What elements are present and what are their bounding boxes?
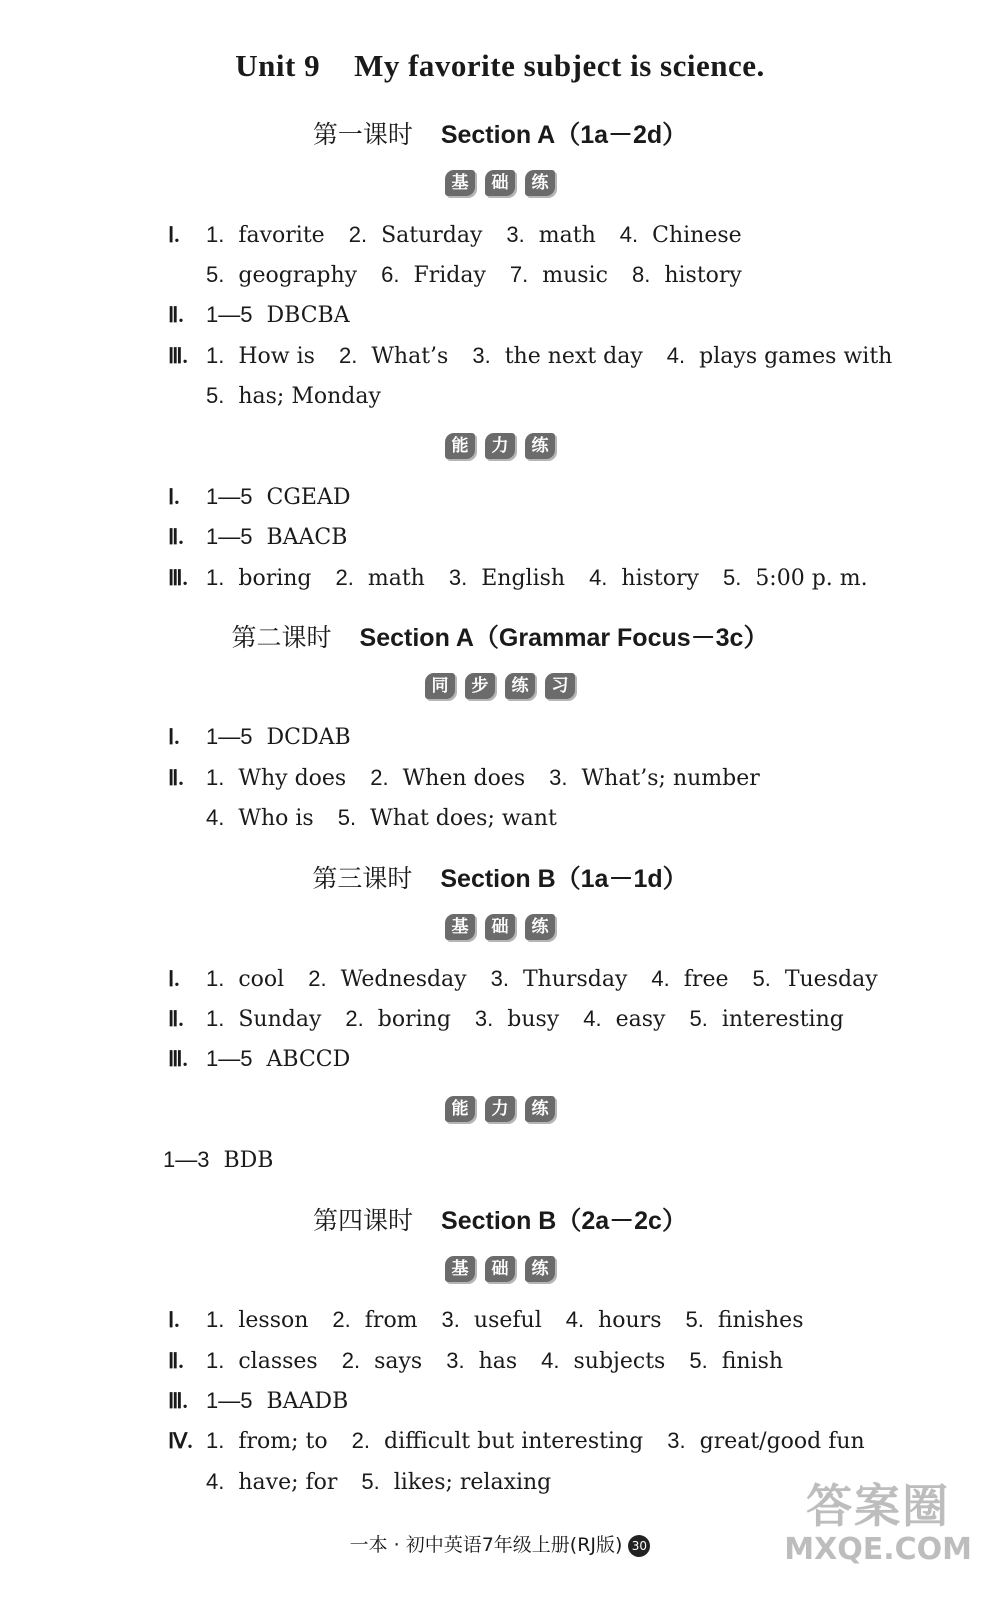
item-answer: music [542, 263, 608, 288]
answer-items [206, 720, 375, 755]
answer-item [475, 1007, 559, 1032]
item-number: 2. [332, 1307, 351, 1332]
answer-item [206, 263, 357, 288]
answer-item [342, 1349, 422, 1374]
answer-items [206, 379, 405, 414]
answer-item [589, 566, 699, 591]
item-answer: Who is [238, 806, 314, 831]
answer-item [206, 1308, 308, 1333]
badge-char: 基 [445, 1256, 475, 1282]
item-answer: Chinese [652, 223, 742, 248]
answer-item [506, 223, 595, 248]
item-answer: CGEAD [266, 485, 351, 510]
answer-item [449, 566, 565, 591]
roman-numeral: Ⅱ. [168, 1007, 184, 1031]
roman-numeral: Ⅱ. [168, 525, 184, 549]
answer-item [541, 1349, 665, 1374]
answer-items [206, 1042, 374, 1077]
answer-item [206, 223, 325, 248]
answer-items [206, 520, 371, 555]
item-answer: Thursday [522, 967, 628, 992]
item-number: 5. [337, 805, 357, 830]
answer-item [689, 1349, 783, 1374]
badge-char: 能 [445, 433, 475, 459]
roman-numeral: Ⅱ. [168, 1349, 184, 1373]
answer-row [0, 1424, 1000, 1458]
answer-item [206, 485, 350, 510]
roman-numeral: Ⅳ. [168, 1429, 193, 1453]
answer-row [0, 258, 1000, 292]
answer-row [0, 480, 1000, 514]
item-answer: subjects [573, 1349, 666, 1374]
roman-numeral: Ⅰ. [168, 1308, 180, 1332]
item-number: 3. [441, 1307, 460, 1332]
item-number: 2. [338, 343, 358, 368]
badge-ability-1 [0, 433, 1000, 459]
item-answer: have; for [238, 1470, 338, 1495]
answer-item [651, 967, 728, 992]
item-answer: free [683, 967, 729, 992]
badge-sync-2 [0, 673, 1000, 699]
answer-item [689, 1007, 843, 1032]
item-answer: the next day [504, 344, 643, 369]
answer-items [206, 761, 784, 796]
item-answer: DCDAB [266, 725, 351, 750]
badge-char: 练 [525, 914, 555, 940]
answer-item [685, 1308, 803, 1333]
answer-items [206, 339, 916, 374]
item-number: 5. [689, 1006, 708, 1031]
item-number: 1—3 [163, 1147, 210, 1172]
item-number: 1. [206, 1348, 225, 1373]
item-answer: English [481, 566, 566, 591]
item-number: 4. [619, 222, 639, 247]
item-answer: BAADB [266, 1389, 349, 1414]
item-answer: 5:00 p. m. [755, 566, 868, 591]
answer-item [206, 1389, 348, 1414]
answer-item [338, 806, 557, 831]
item-number: 1. [206, 966, 225, 991]
item-number: 2. [341, 1348, 361, 1373]
answer-items [206, 801, 581, 836]
answer-items [206, 480, 374, 515]
answer-item [206, 1470, 337, 1495]
badge-char: 步 [465, 673, 495, 699]
item-number: 5. [206, 383, 225, 408]
item-answer: BDB [223, 1148, 274, 1173]
answer-item [206, 806, 314, 831]
item-answer: has [478, 1349, 518, 1374]
lesson-4-en: Section B（2a－2c） [441, 1207, 687, 1235]
item-number: 1. [206, 1307, 225, 1332]
lesson-3-en: Section B（1a－1d） [440, 865, 688, 893]
item-number: 5. [361, 1469, 380, 1494]
item-number: 1—5 [206, 724, 253, 749]
badge-basic-3 [0, 914, 1000, 940]
lesson-2-en: Section A（Grammar Focus－3c） [359, 624, 769, 652]
lesson-2-heading [0, 618, 1000, 654]
item-number: 3. [474, 1006, 494, 1031]
watermark-cn: 答案圈 [806, 1479, 951, 1533]
item-number: 1. [206, 565, 225, 590]
roman-numeral: Ⅲ. [168, 1047, 188, 1071]
badge-char: 练 [525, 433, 555, 459]
item-number: 1—5 [206, 1388, 253, 1413]
item-number: 4. [666, 343, 686, 368]
answer-items [206, 298, 374, 333]
answer-item [206, 1047, 350, 1072]
item-answer: interesting [721, 1007, 844, 1032]
item-answer: math [367, 566, 425, 591]
item-number: 2. [351, 1428, 370, 1453]
item-answer: Friday [413, 263, 486, 288]
item-number: 4. [583, 1006, 602, 1031]
item-number: 4. [541, 1348, 560, 1373]
badge-basic-1 [0, 170, 1000, 196]
badge-char: 能 [445, 1096, 475, 1122]
answer-item [491, 967, 628, 992]
answer-item [206, 303, 350, 328]
answer-row [0, 561, 1000, 595]
answer-item [206, 384, 381, 409]
badge-char: 础 [485, 170, 515, 196]
answer-items [206, 1303, 828, 1338]
roman-numeral: Ⅱ. [168, 303, 184, 327]
item-answer: says [374, 1349, 423, 1374]
answer-item [206, 725, 351, 750]
item-number: 1. [206, 343, 225, 368]
lesson-3-cn: 第三课时 [312, 864, 413, 893]
item-answer: hours [598, 1308, 662, 1333]
item-number: 4. [206, 1469, 225, 1494]
answer-item [349, 223, 483, 248]
answer-item [667, 1429, 864, 1454]
badge-char: 练 [525, 1256, 555, 1282]
item-number: 5. [206, 262, 225, 287]
item-answer: likes; relaxing [393, 1470, 552, 1495]
item-answer: math [538, 223, 596, 248]
item-answer: from [364, 1308, 418, 1333]
roman-numeral: Ⅰ. [168, 725, 180, 749]
answer-item [370, 766, 525, 791]
item-answer: How is [238, 344, 315, 369]
answer-item [510, 263, 608, 288]
answer-items [206, 1344, 807, 1379]
item-number: 3. [448, 565, 468, 590]
answer-item [352, 1429, 644, 1454]
answer-row [0, 962, 1000, 996]
lesson-1-en: Section A（1a－2d） [440, 121, 688, 149]
watermark-logo [784, 1470, 972, 1567]
answer-item [332, 1308, 417, 1333]
item-number: 5. [689, 1348, 708, 1373]
answer-row [0, 1002, 1000, 1036]
answer-item [723, 566, 868, 591]
item-number: 6. [381, 262, 400, 287]
answer-item [752, 967, 877, 992]
badge-char: 练 [525, 1096, 555, 1122]
item-answer: ABCCD [266, 1047, 351, 1072]
roman-numeral: Ⅰ. [168, 223, 180, 247]
answer-row [0, 379, 1000, 413]
answer-items [163, 1143, 297, 1178]
item-number: 2. [308, 966, 327, 991]
answer-item [583, 1007, 665, 1032]
answer-row [0, 720, 1000, 754]
answer-row [0, 761, 1000, 795]
roman-numeral: Ⅰ. [168, 485, 180, 509]
answer-item [446, 1349, 517, 1374]
answer-item [472, 344, 642, 369]
watermark-en: MXQE.COM [784, 1532, 972, 1567]
item-number: 1—5 [206, 1046, 253, 1071]
lesson-1-cn: 第一课时 [312, 120, 413, 149]
answer-item [566, 1308, 662, 1333]
answer-item [206, 967, 284, 992]
answer-row [0, 298, 1000, 332]
roman-numeral: Ⅲ. [168, 344, 188, 368]
answer-item [206, 344, 315, 369]
answer-items [206, 1424, 889, 1459]
item-number: 1. [206, 222, 225, 247]
item-answer: finishes [717, 1308, 804, 1333]
answer-item [442, 1308, 542, 1333]
badge-char: 习 [545, 673, 575, 699]
badge-char: 力 [485, 1096, 515, 1122]
answer-item [206, 1007, 321, 1032]
item-number: 3. [667, 1428, 686, 1453]
answer-item [632, 263, 742, 288]
item-answer: has; Monday [238, 384, 381, 409]
item-number: 4. [565, 1307, 585, 1332]
lesson-2-cn: 第二课时 [231, 623, 332, 652]
badge-char: 力 [485, 433, 515, 459]
answer-items [206, 561, 892, 596]
item-number: 1. [206, 1428, 225, 1453]
item-answer: What’s; number [581, 766, 760, 791]
item-number: 5. [685, 1307, 704, 1332]
item-answer: busy [507, 1007, 560, 1032]
answer-items [206, 1002, 868, 1037]
item-number: 3. [472, 343, 491, 368]
unit-heading: My favorite subject is science. [354, 48, 765, 83]
answer-item [206, 525, 347, 550]
item-answer: history [664, 263, 742, 288]
item-answer: easy [615, 1007, 666, 1032]
badge-ability-3 [0, 1096, 1000, 1122]
item-answer: geography [238, 263, 358, 288]
answer-item [620, 223, 742, 248]
badge-char: 练 [505, 673, 535, 699]
answer-items [206, 1384, 372, 1419]
item-number: 2. [345, 1006, 364, 1031]
item-number: 1—5 [206, 484, 253, 509]
badge-char: 同 [425, 673, 455, 699]
item-answer: cool [238, 967, 285, 992]
answer-row [0, 218, 1000, 252]
item-number: 3. [490, 966, 509, 991]
badge-char: 练 [525, 170, 555, 196]
answer-item [339, 344, 448, 369]
item-number: 3. [446, 1348, 465, 1373]
item-answer: Saturday [381, 223, 483, 248]
answer-items [206, 218, 766, 253]
item-answer: Wednesday [340, 967, 467, 992]
answer-item [206, 566, 312, 591]
item-answer: history [621, 566, 699, 591]
answer-item [381, 263, 486, 288]
badge-char: 基 [445, 914, 475, 940]
lesson-3-heading [0, 859, 1000, 895]
answer-item [206, 1349, 318, 1374]
roman-numeral: Ⅰ. [168, 967, 180, 991]
item-number: 2. [348, 222, 368, 247]
item-number: 4. [651, 966, 670, 991]
badge-basic-4 [0, 1256, 1000, 1282]
item-answer: finish [721, 1349, 784, 1374]
item-answer: plays games with [699, 344, 893, 369]
answer-items [206, 1465, 575, 1500]
answer-item [667, 344, 893, 369]
answer-row [0, 1143, 1000, 1177]
item-number: 1. [206, 765, 225, 790]
item-answer: When does [402, 766, 526, 791]
item-number: 7. [509, 262, 529, 287]
item-number: 5. [752, 966, 771, 991]
unit-title [0, 48, 1000, 84]
roman-numeral: Ⅱ. [168, 766, 184, 790]
item-answer: BAACB [266, 525, 348, 550]
item-answer: Sunday [238, 1007, 322, 1032]
item-number: 3. [506, 222, 525, 247]
answer-row [0, 339, 1000, 373]
item-answer: Why does [238, 766, 347, 791]
item-answer: from; to [238, 1429, 328, 1454]
answer-row [0, 1303, 1000, 1337]
roman-numeral: Ⅲ. [168, 566, 188, 590]
item-answer: great/good fun [699, 1429, 865, 1454]
item-number: 2. [335, 565, 354, 590]
page-number: 30 [628, 1535, 650, 1557]
item-answer: Tuesday [784, 967, 878, 992]
item-number: 3. [549, 765, 568, 790]
lesson-4-heading [0, 1201, 1000, 1237]
badge-char: 础 [485, 914, 515, 940]
answer-item [361, 1470, 551, 1495]
answer-item [336, 566, 425, 591]
item-answer: difficult but interesting [383, 1429, 644, 1454]
item-answer: What does; want [370, 806, 557, 831]
answer-row [0, 520, 1000, 554]
item-answer: What’s [371, 344, 449, 369]
lesson-4-cn: 第四课时 [313, 1206, 414, 1235]
item-number: 1. [206, 1006, 225, 1031]
answer-row [0, 1344, 1000, 1378]
answer-row [0, 801, 1000, 835]
badge-char: 基 [445, 170, 475, 196]
item-answer: DBCBA [266, 303, 350, 328]
item-answer: classes [238, 1349, 318, 1374]
item-number: 8. [631, 262, 651, 287]
item-answer: favorite [238, 223, 325, 248]
answer-item [308, 967, 466, 992]
badge-char: 础 [485, 1256, 515, 1282]
item-answer: useful [473, 1308, 542, 1333]
item-number: 2. [370, 765, 389, 790]
roman-numeral: Ⅲ. [168, 1389, 188, 1413]
answer-item [206, 1429, 328, 1454]
unit-label: Unit 9 [235, 48, 321, 83]
footer-text: 一本 · 初中英语7年级上册(RJ版) [349, 1534, 623, 1556]
item-number: 4. [206, 805, 225, 830]
lesson-1-heading [0, 115, 1000, 151]
answer-items [206, 258, 766, 293]
item-answer: boring [377, 1007, 451, 1032]
answer-item [345, 1007, 451, 1032]
item-number: 1—5 [206, 524, 253, 549]
item-answer: lesson [238, 1308, 309, 1333]
item-number: 5. [722, 565, 742, 590]
answer-row [0, 1042, 1000, 1076]
answer-item [549, 766, 760, 791]
item-number: 1—5 [206, 302, 253, 327]
answer-item [206, 766, 346, 791]
item-number: 4. [589, 565, 608, 590]
answer-item [163, 1148, 273, 1173]
answer-row [0, 1384, 1000, 1418]
answer-items [206, 962, 902, 997]
item-answer: boring [238, 566, 312, 591]
